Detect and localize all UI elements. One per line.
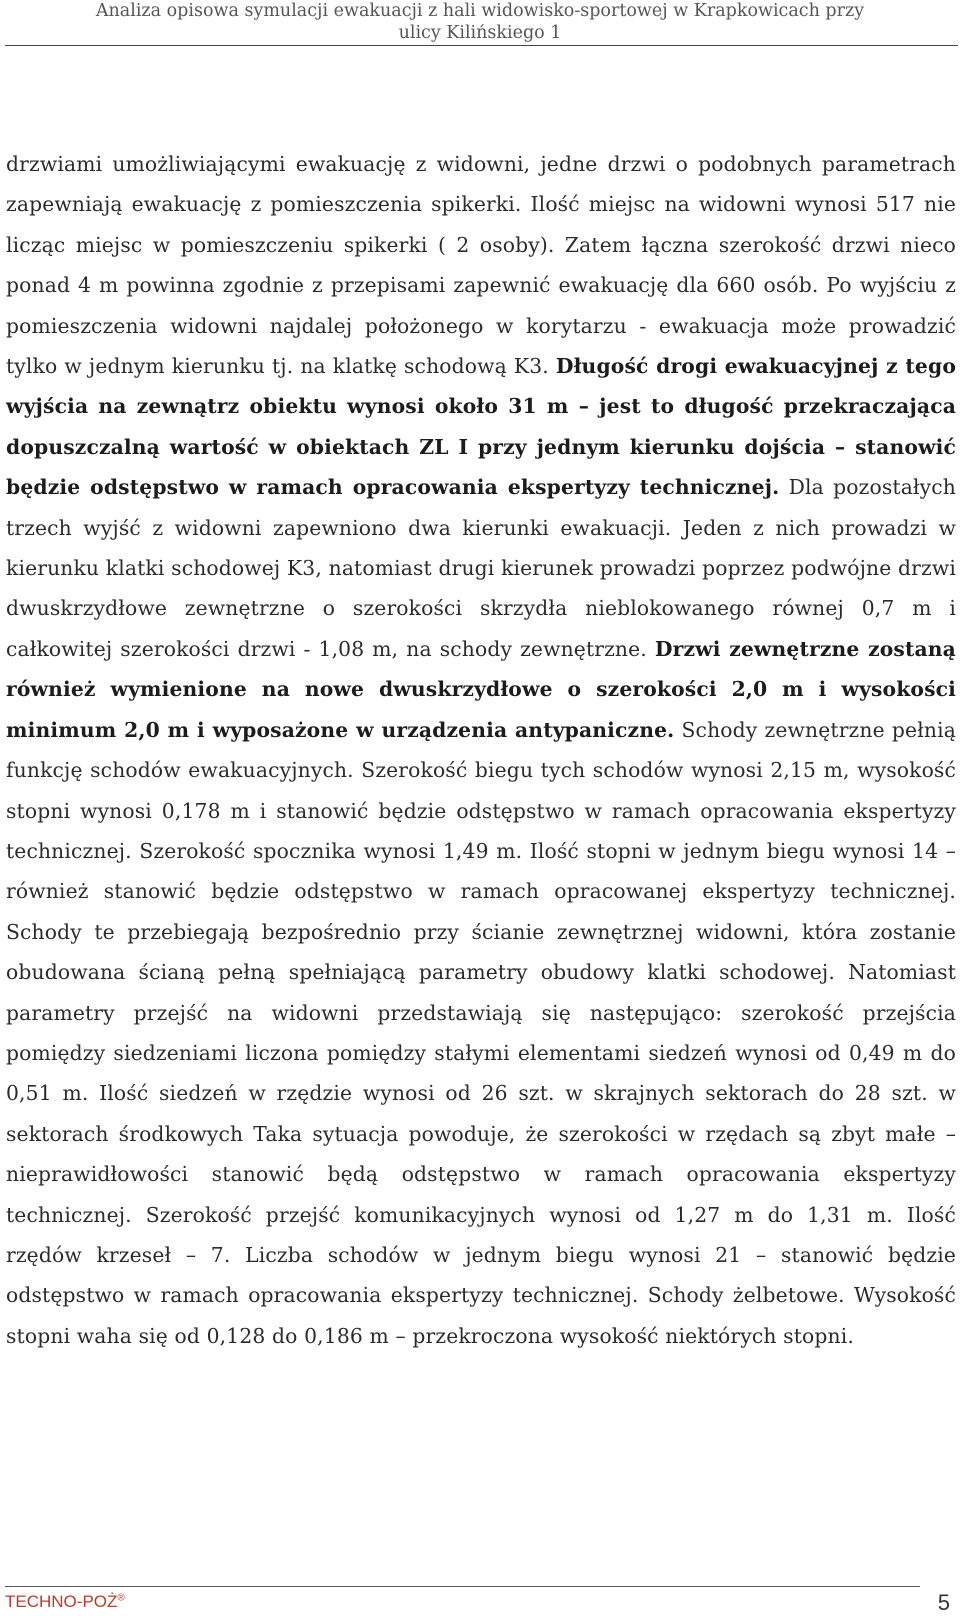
body-text-segment-2: Dla pozostałych trzech wyjść z widowni zapewniono dwa kierunki ewakuacji. Jeden z nich prowadzi w kierunku klatki schodowej K3, natomiast drugi kierunek prowadzi poprzez podwójne drzwi dwuskrzydłowe zewnętrzne o szerokości skrzydła nieblokowanego równej 0,7 m i całkowitej szerokości drzwi - 1,08 m, na schody zewnętrzne.: [6, 475, 956, 661]
page-number: 5: [937, 1590, 950, 1615]
header-title-line1: Analiza opisowa symulacji ewakuacji z hali widowisko-sportowej w Krapkowicach przy: [95, 1, 865, 21]
body-bold-segment-2: Drzwi zewnętrzne zostaną również wymienione na nowe dwuskrzydłowe o szerokości 2,0 m i wysokości minimum 2,0 m i wyposażone w urządzenia antypaniczne.: [6, 636, 956, 742]
header-title-line2: ulicy Kilińskiego 1: [398, 23, 562, 43]
registered-mark: ®: [117, 1592, 125, 1604]
footer-brand: [5, 1592, 125, 1612]
body-bold-segment-1: Długość drogi ewakuacyjnej z tego wyjścia na zewnątrz obiektu wynosi około 31 m – jest to długość przekraczająca dopuszczalną wartość w obiektach ZL I przy jednym kierunku dojścia – stanowić będzie odstępstwo w ramach opracowania ekspertyzy technicznej.: [6, 354, 956, 500]
page-header: [0, 0, 960, 44]
brand-name: TECHNO-POŻ: [5, 1592, 118, 1611]
body-text-segment-1: drzwiami umożliwiającymi ewakuację z widowni, jedne drzwi o podobnych parametrach zapewniają ewakuację z pomieszczenia spikerki. Ilość miejsc na widowni wynosi 517 nie licząc miejsc w pomieszczeniu spikerki ( 2 osoby). Zatem łączna szerokość drzwi nieco ponad 4 m powinna zgodnie z przepisami zapewnić ewakuację dla 660 osób. Po wyjściu z pomieszczenia widowni najdalej położonego w korytarzu - ewakuacja może prowadzić tylko w jednym kierunku tj. na klatkę schodową K3.: [6, 152, 956, 379]
body-text-segment-3: Schody zewnętrzne pełnią funkcję schodów ewakuacyjnych. Szerokość biegu tych schodów wynosi 2,15 m, wysokość stopni wynosi 0,178 m i stanowić będzie odstępstwo w ramach opracowania ekspertyzy technicznej. Szerokość spocznika wynosi 1,49 m. Ilość stopni w jednym biegu wynosi 14 – również stanowić będzie odstępstwo w ramach opracowanej ekspertyzy technicznej. Schody te przebiegają bezpośrednio przy ścianie zewnętrznej widowni, która zostanie obudowana ścianą pełną spełniającą parametry obudowy klatki schodowej. Natomiast parametry przejść na widowni przedstawiają się następująco: szerokość przejścia pomiędzy siedzeniami liczona pomiędzy stałymi elementami siedzeń wynosi od 0,49 m do 0,51 m. Ilość siedzeń w rzędzie wynosi od 26 szt. w skrajnych sektorach do 28 szt. w sektorach środkowych Taka sytuacja powoduje, że szerokości w rzędach są zbyt małe – nieprawidłowości stanowić będą odstępstwo w ramach opracowania ekspertyzy technicznej. Szerokość przejść komunikacyjnych wynosi od 1,27 m do 1,31 m. Ilość rzędów krzeseł – 7. Liczba schodów w jednym biegu wynosi 21 – stanowić będzie odstępstwo w ramach opracowania ekspertyzy technicznej. Schody żelbetowe. Wysokość stopni waha się od 0,128 do 0,186 m – przekroczona wysokość niektórych stopni.: [6, 717, 957, 1348]
header-divider: [5, 45, 958, 46]
footer-divider: [5, 1586, 920, 1587]
body-paragraph: [6, 144, 956, 1356]
